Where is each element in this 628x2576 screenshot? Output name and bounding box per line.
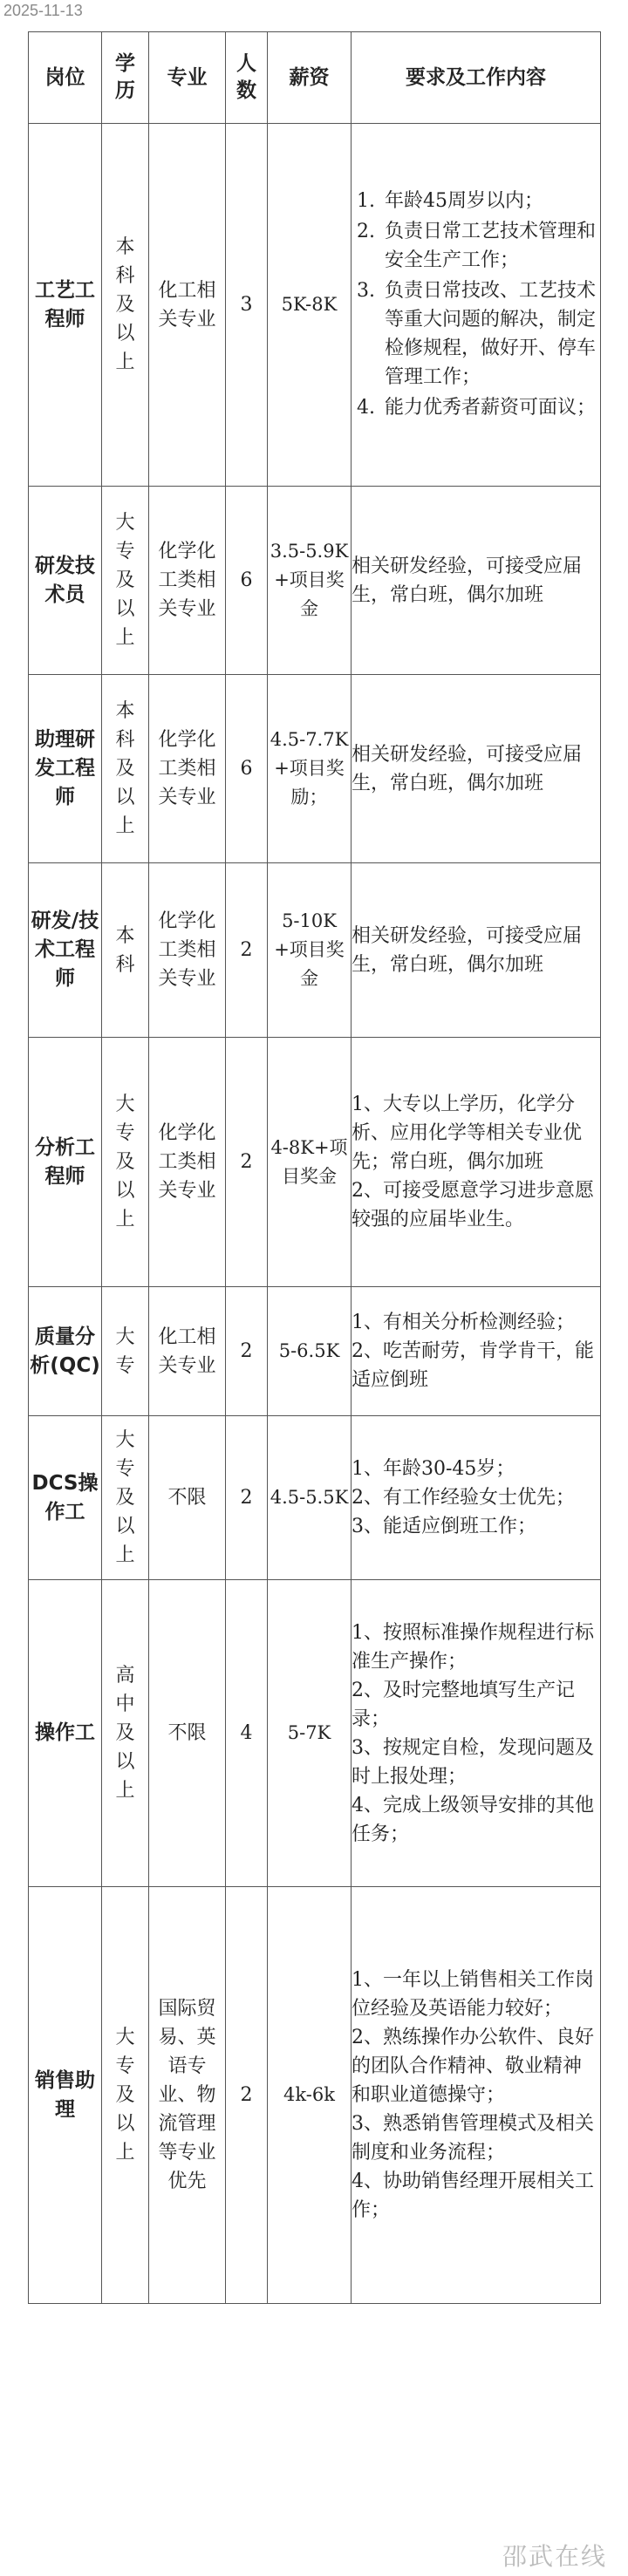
cell-salary: 4-8K+项目奖金 bbox=[268, 1038, 352, 1287]
requirement-item: 1、按照标准操作规程进行标准生产操作； bbox=[352, 1621, 594, 1673]
cell-major: 化学化工类相关专业 bbox=[149, 1038, 226, 1287]
cell-major: 化学化工类相关专业 bbox=[149, 863, 226, 1038]
cell-count: 6 bbox=[226, 487, 268, 675]
requirement-item: 2、及时完整地填写生产记录； bbox=[352, 1679, 575, 1730]
cell-salary: 5-10K+项目奖金 bbox=[268, 863, 352, 1038]
cell-count: 2 bbox=[226, 863, 268, 1038]
requirement-item: 2、吃苦耐劳，肯学肯干，能适应倒班 bbox=[352, 1340, 594, 1391]
table-row bbox=[29, 487, 601, 675]
cell-count: 6 bbox=[226, 675, 268, 863]
cell-major: 化学化工类相关专业 bbox=[149, 675, 226, 863]
header-salary: 薪资 bbox=[268, 32, 352, 124]
job-table bbox=[28, 31, 601, 2304]
header-major: 专业 bbox=[149, 32, 226, 124]
cell-count: 2 bbox=[226, 1038, 268, 1287]
header-education: 学历 bbox=[102, 32, 149, 124]
header-count: 人数 bbox=[226, 32, 268, 124]
cell-requirements bbox=[352, 675, 601, 863]
cell-education: 本科及以上 bbox=[102, 675, 149, 863]
requirement-item: 2、可接受愿意学习进步意愿较强的应届毕业生。 bbox=[352, 1180, 594, 1230]
cell-salary: 4k-6k bbox=[268, 1887, 352, 2304]
cell-position: 助理研发工程师 bbox=[29, 675, 102, 863]
requirement-item: 相关研发经验，可接受应届生，常白班，偶尔加班 bbox=[352, 743, 583, 794]
cell-major: 化工相关专业 bbox=[149, 1287, 226, 1416]
cell-major: 化工相关专业 bbox=[149, 124, 226, 487]
cell-salary: 5-7K bbox=[268, 1580, 352, 1887]
requirement-item: 4. 能力优秀者薪资可面议； bbox=[381, 393, 600, 422]
date-stamp: 2025-11-13 bbox=[3, 2, 83, 19]
table-row bbox=[29, 1287, 601, 1416]
requirement-item: 1、大专以上学历，化学分析、应用化学等相关专业优先；常白班，偶尔加班 bbox=[352, 1094, 583, 1173]
cell-salary: 5K-8K bbox=[268, 124, 352, 487]
cell-education: 大专及以上 bbox=[102, 1887, 149, 2304]
cell-position: 研发技术员 bbox=[29, 487, 102, 675]
cell-education: 大专及以上 bbox=[102, 1416, 149, 1580]
requirement-item: 2、有工作经验女士优先； bbox=[352, 1487, 575, 1509]
header-requirements: 要求及工作内容 bbox=[352, 32, 601, 124]
requirement-item: 4、完成上级领导安排的其他任务； bbox=[352, 1794, 594, 1845]
cell-requirements bbox=[352, 1038, 601, 1287]
cell-salary: 3.5-5.9K+项目奖金 bbox=[268, 487, 352, 675]
table-row bbox=[29, 1580, 601, 1887]
cell-requirements bbox=[352, 1287, 601, 1416]
cell-position: DCS操作工 bbox=[29, 1416, 102, 1580]
requirement-item: 2. 负责日常工艺技术管理和安全生产工作； bbox=[381, 217, 600, 275]
cell-requirements bbox=[352, 1416, 601, 1580]
cell-count: 2 bbox=[226, 1416, 268, 1580]
cell-education: 本科 bbox=[102, 863, 149, 1038]
cell-position: 质量分析(QC) bbox=[29, 1287, 102, 1416]
cell-education: 大专及以上 bbox=[102, 1038, 149, 1287]
cell-requirements bbox=[352, 1580, 601, 1887]
cell-position: 工艺工程师 bbox=[29, 124, 102, 487]
requirement-item: 2、熟练操作办公软件、良好的团队合作精神、敬业精神和职业道德操守； bbox=[352, 2027, 594, 2106]
requirement-item: 3. 负责日常技改、工艺技术等重大问题的解决，制定检修规程，做好开、停车管理工作； bbox=[381, 276, 600, 392]
cell-position: 操作工 bbox=[29, 1580, 102, 1887]
watermark-footer: 邵武在线 bbox=[502, 2542, 607, 2571]
cell-major: 化学化工类相关专业 bbox=[149, 487, 226, 675]
requirement-item: 3、熟悉销售管理模式及相关制度和业务流程； bbox=[352, 2113, 594, 2164]
cell-position: 分析工程师 bbox=[29, 1038, 102, 1287]
table-header-row bbox=[29, 32, 601, 124]
cell-major: 不限 bbox=[149, 1416, 226, 1580]
requirement-item: 1、一年以上销售相关工作岗位经验及英语能力较好； bbox=[352, 1969, 594, 2020]
cell-education: 大专及以上 bbox=[102, 487, 149, 675]
cell-position: 研发/技术工程师 bbox=[29, 863, 102, 1038]
cell-major: 国际贸易、英语专业、物流管理等专业优先 bbox=[149, 1887, 226, 2304]
table-row bbox=[29, 863, 601, 1038]
cell-education: 高中及以上 bbox=[102, 1580, 149, 1887]
cell-education: 本科及以上 bbox=[102, 124, 149, 487]
cell-education: 大专 bbox=[102, 1287, 149, 1416]
table-row bbox=[29, 1416, 601, 1580]
requirement-item: 相关研发经验，可接受应届生，常白班，偶尔加班 bbox=[352, 555, 583, 606]
requirement-item: 1、有相关分析检测经验； bbox=[352, 1312, 575, 1333]
cell-requirements bbox=[352, 1887, 601, 2304]
requirement-item: 1. 年龄45周岁以内； bbox=[381, 187, 600, 215]
requirement-item: 3、能适应倒班工作； bbox=[352, 1516, 536, 1537]
cell-salary: 4.5-5.5K bbox=[268, 1416, 352, 1580]
requirement-item: 相关研发经验，可接受应届生，常白班，偶尔加班 bbox=[352, 924, 583, 976]
cell-count: 2 bbox=[226, 1287, 268, 1416]
cell-count: 2 bbox=[226, 1887, 268, 2304]
cell-count: 3 bbox=[226, 124, 268, 487]
requirement-item: 3、按规定自检，发现问题及时上报处理； bbox=[352, 1736, 594, 1788]
table-row bbox=[29, 1038, 601, 1287]
requirement-item: 1、年龄30-45岁； bbox=[352, 1458, 515, 1480]
cell-requirements bbox=[352, 124, 601, 487]
table-row bbox=[29, 124, 601, 487]
requirement-item: 4、协助销售经理开展相关工作； bbox=[352, 2171, 594, 2221]
table-row bbox=[29, 675, 601, 863]
cell-requirements bbox=[352, 487, 601, 675]
cell-major: 不限 bbox=[149, 1580, 226, 1887]
cell-salary: 4.5-7.7K+项目奖励； bbox=[268, 675, 352, 863]
cell-salary: 5-6.5K bbox=[268, 1287, 352, 1416]
cell-position: 销售助理 bbox=[29, 1887, 102, 2304]
table-row bbox=[29, 1887, 601, 2304]
header-position: 岗位 bbox=[29, 32, 102, 124]
cell-count: 4 bbox=[226, 1580, 268, 1887]
cell-requirements bbox=[352, 863, 601, 1038]
